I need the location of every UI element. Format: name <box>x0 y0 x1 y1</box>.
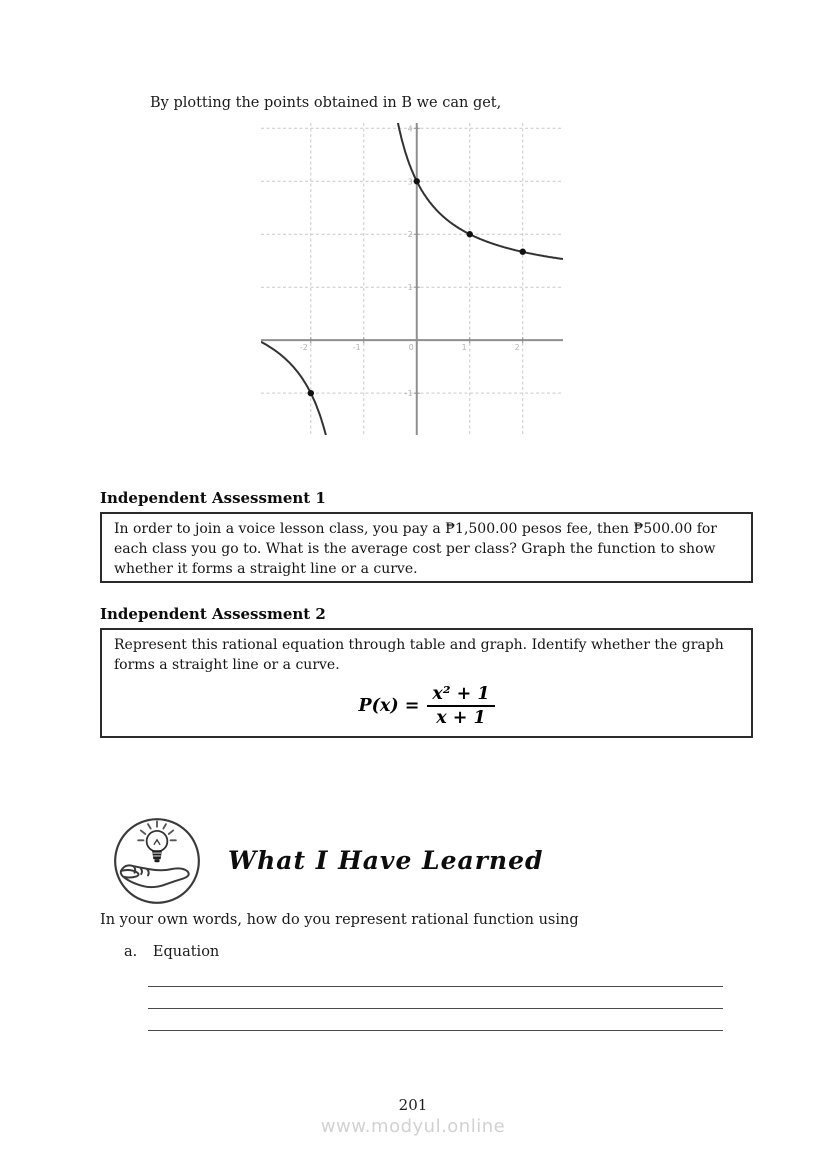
list-item-equation <box>124 944 219 960</box>
formula-numerator: x² + 1 <box>427 685 494 708</box>
function-graph <box>261 123 563 435</box>
answer-line <box>148 987 723 1009</box>
learned-prompt: In your own words, how do you represent rational function using <box>100 912 579 928</box>
answer-line <box>148 1009 723 1031</box>
formula-lhs: P(x) = <box>358 696 420 717</box>
svg-text:0: 0 <box>408 343 414 353</box>
section-title: What I Have Learned <box>228 846 544 875</box>
assessment1-body: In order to join a voice lesson class, you pay a ₱1,500.00 pesos fee, then ₱500.00 for each class you go to. What is the average cost per class? Graph the function to show whether it forms a straight line or a curve. <box>114 521 717 577</box>
assessment1-box <box>100 512 753 583</box>
watermark: www.modyul.online <box>320 1116 506 1137</box>
list-item-label: a. <box>124 944 138 960</box>
intro-text: By plotting the points obtained in B we can get, <box>150 95 502 111</box>
svg-text:3: 3 <box>407 177 413 187</box>
svg-text:-1: -1 <box>404 389 413 399</box>
svg-text:4: 4 <box>407 124 413 134</box>
svg-text:1: 1 <box>461 343 467 353</box>
rational-function-plot <box>261 123 563 435</box>
answer-lines <box>148 965 723 1031</box>
assessment2-heading: Independent Assessment 2 <box>100 605 326 623</box>
assessment1-heading: Independent Assessment 1 <box>100 489 326 507</box>
answer-line <box>148 965 723 987</box>
list-item-text: Equation <box>152 944 220 960</box>
svg-text:1: 1 <box>407 283 413 293</box>
svg-text:2: 2 <box>514 343 520 353</box>
formula-denominator: x + 1 <box>436 708 486 729</box>
rational-equation-formula <box>114 685 739 729</box>
page-number: 201 <box>398 1096 428 1114</box>
assessment2-box <box>100 628 753 738</box>
svg-text:-2: -2 <box>299 343 308 353</box>
svg-text:-1: -1 <box>352 343 361 353</box>
formula-fraction <box>427 685 494 729</box>
lightbulb-in-hand-icon <box>112 816 202 906</box>
svg-text:2: 2 <box>407 230 413 240</box>
assessment2-body: Represent this rational equation through table and graph. Identify whether the graph forms a straight line or a curve. <box>114 637 724 673</box>
